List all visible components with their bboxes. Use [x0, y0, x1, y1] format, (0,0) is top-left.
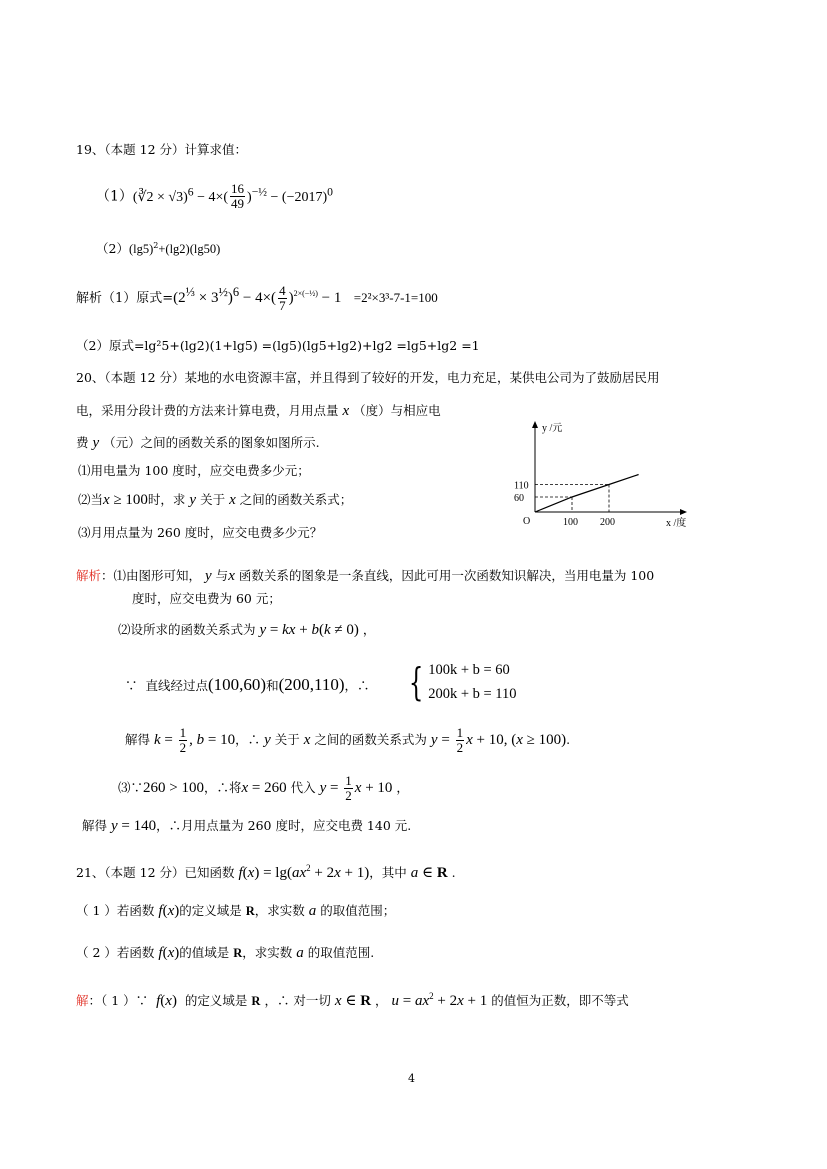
- q20-line2: 电，采用分段计费的方法来计算电费，月用点量 x （度）与相应电: [76, 403, 441, 419]
- q19-part1: （1）(∛2 × √3)$^6$ − 4×( $\frac{16}{49}$ )$^{-\frac{1}{2}} - (-2017)^0$: [96, 181, 333, 211]
- q20-sub2: ⑵当x ≥ 100时，求 y 关于 x 之间的函数关系式；: [78, 492, 353, 508]
- q20-solution3: ⑶∵260 > 100，∴将x = 260 代入 y = $\frac{1}{2}$ x + 10 ，: [118, 773, 409, 803]
- q19-title: 19、（本题 12 分）计算求值：: [76, 142, 248, 157]
- x-axis-label: x /度: [666, 518, 687, 529]
- q21-sub2: （ 2 ）若函数 f(x)的值域是 R，求实数 a 的取值范围.: [76, 945, 375, 961]
- x-axis-arrow: [680, 509, 687, 515]
- series-line: [535, 475, 639, 513]
- q20-solution1: 解析：⑴由图形可知， y 与x 函数关系的图象是一条直线，因此可用一次函数知识解决，当用电量为 100: [76, 568, 655, 584]
- q20-solution2-points: ∵ 直线经过点(100,60)和(200,110)，∴: [125, 675, 370, 694]
- q19-solution1: 解析（1）原式$=(2^{\frac{1}{3}} \times 3^{\frac{1}{2}})^6 - 4\times$( $\frac{4}{7}$ )$^{2\times(-\frac{1}{2})}$ − 1 =2²×3³-7-1=100: [76, 283, 438, 313]
- q21-solution: 解：（ 1 ）∵ f(x) 的定义域是 R ，∴ 对一切 x ∈ R ， $u = ax^2 + 2x + 1$ 的值恒为正数，即不等式: [76, 991, 629, 1009]
- y-axis-arrow: [532, 421, 538, 428]
- q21-sub1: （ 1 ）若函数 f(x)的定义域是 R，求实数 a 的取值范围；: [76, 903, 396, 919]
- y-axis-label: y /元: [542, 423, 563, 434]
- q19-part2: $(2)(\lg 5)^2+(\lg 2)(\lg 50)$: [96, 241, 221, 257]
- q20-solution3-result: 解得 y = 140，∴月用点量为 260 度时，应交电费 140 元.: [82, 818, 412, 834]
- x-tick-label: 100: [563, 517, 578, 528]
- x-tick-label: 200: [600, 517, 615, 528]
- page-number: 4: [408, 1072, 415, 1085]
- q20-solution2-result: 解得 k = $\frac{1}{2}$ , b = 10，∴ y 关于 x 之间的函数关系式为 y = $\frac{1}{2}$ x + 10, (x ≥ 100).: [125, 725, 571, 755]
- origin-label: O: [523, 516, 531, 527]
- equation-system: { 100k + b = 60 200k + b = 110: [408, 660, 517, 704]
- q20-solution2: ⑵设所求的函数关系式为 y = kx + b(k ≠ 0) ，: [118, 622, 376, 638]
- q20-line1: 20、（本题 12 分）某地的水电资源丰富，并且得到了较好的开发，电力充足，某供电公司为了鼓励居民用: [76, 370, 660, 385]
- y-tick-label: 60: [514, 493, 524, 504]
- q21-title: 21、（本题 12 分）已知函数 $f(x) = \lg(ax^2 + 2x + 1)$，其中 a ∈ R .: [76, 863, 456, 881]
- electricity-fee-graph: [488, 418, 708, 534]
- q20-sub3: ⑶月用点量为 260 度时，应交电费多少元？: [78, 525, 323, 540]
- q20-solution1-cont: 度时，应交电费为 60 元；: [132, 591, 281, 606]
- q20-line3: 费 y （元）之间的函数关系的图象如图所示.: [76, 435, 320, 451]
- q19-solution2: （2）原式=lg²5+(lg2)(1+lg5) =(lg5)(lg5+lg2)+lg2 =lg5+lg2 =1: [76, 338, 480, 353]
- q20-sub1: ⑴用电量为 100 度时，应交电费多少元；: [78, 463, 310, 478]
- y-tick-label: 110: [514, 480, 529, 492]
